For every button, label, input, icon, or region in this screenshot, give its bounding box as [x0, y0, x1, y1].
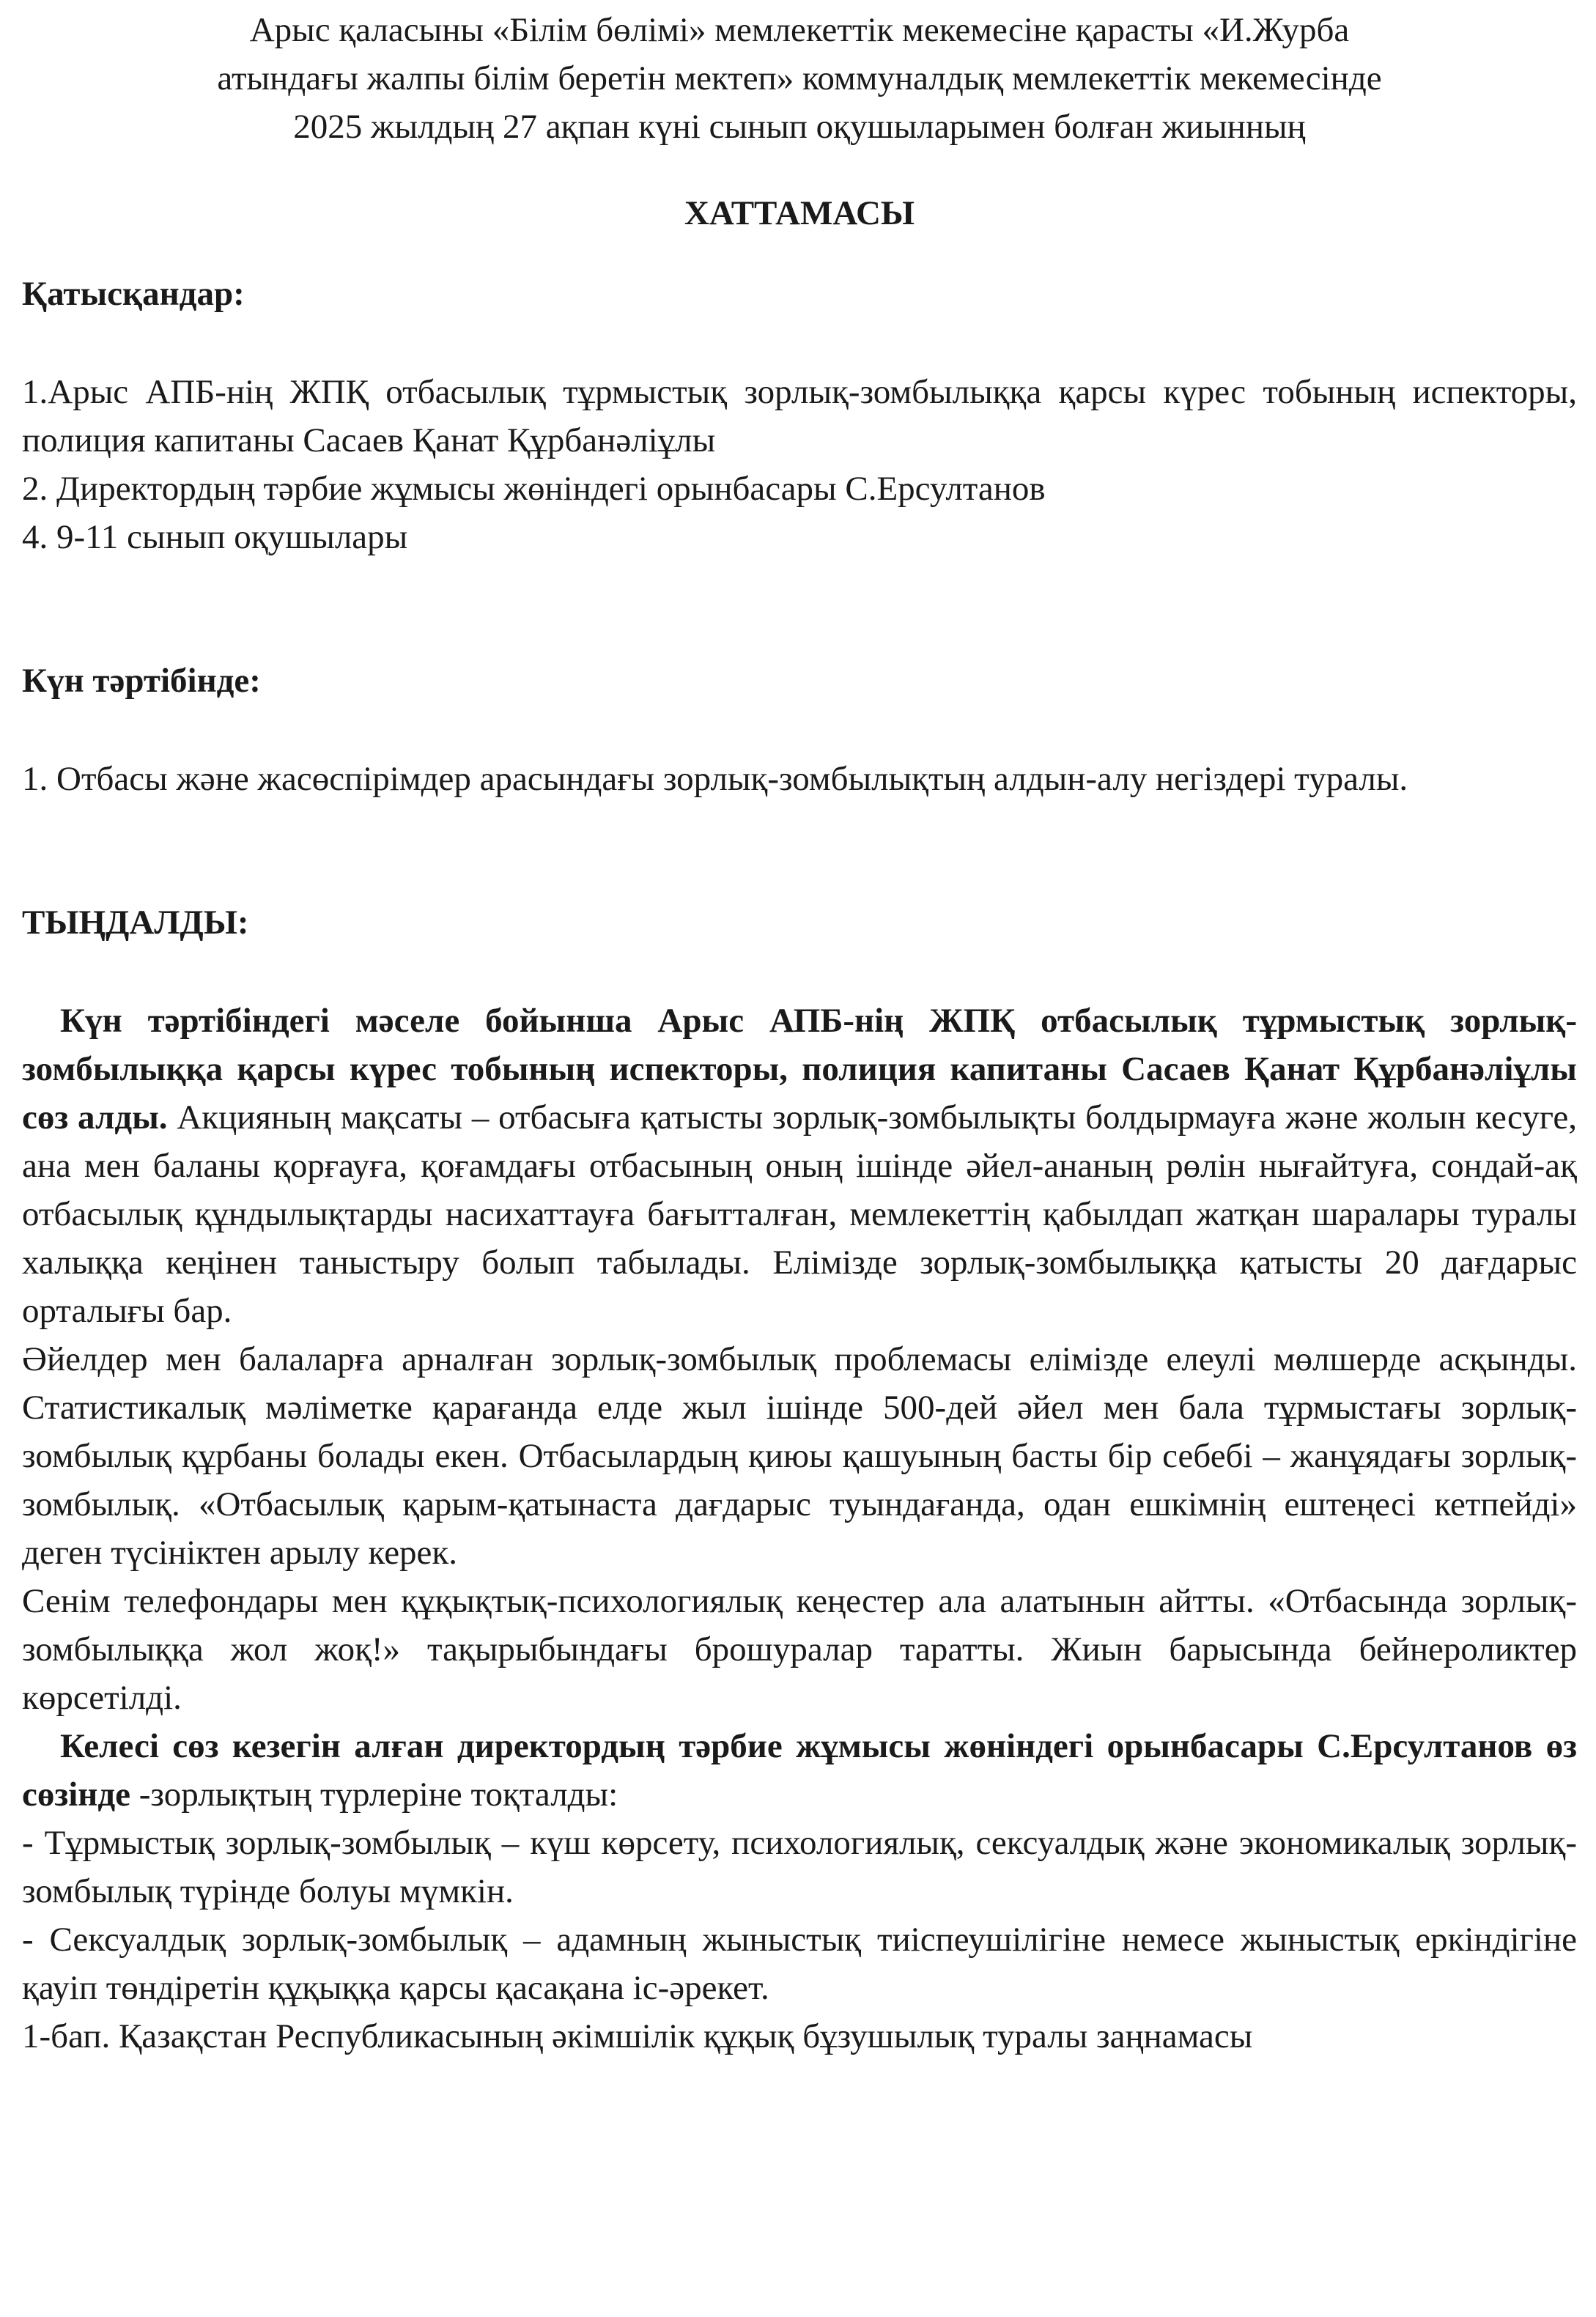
- listened-heading: ТЫҢДАЛДЫ:: [22, 903, 249, 942]
- header-line-3: 2025 жылдың 27 ақпан күні сынып оқушыларымен болған жиынның: [293, 108, 1306, 146]
- participants-list: [22, 368, 1577, 561]
- paragraph-article-1: 1-бап. Қазақстан Республикасының әкімшілік құқық бұзушылық туралы заңнамасы: [22, 2017, 1253, 2055]
- agenda-heading: Күн тәртібінде:: [22, 662, 261, 700]
- paragraph-statistics: Әйелдер мен балаларға арналған зорлық-зомбылық проблемасы елімізде елеулі мөлшерде асқынды. Статистикалық мәліметке қарағанда елде жыл ішінде 500-дей әйел мен бала тұрмыстағы зорлық-зомбылық құрбаны болады екен. Отбасылардың қиюы қашуының басты бір себебі – жанұядағы зорлық-зомбылық. «Отбасылық қарым-қатынаста дағдарыс туындағанда, одан ешкімнің ештеңесі кетпейді» деген түсініктен арылу керек.: [22, 1340, 1577, 1572]
- paragraph-domestic-violence: - Тұрмыстық зорлық-зомбылық – күш көрсету, психологиялық, сексуалдық және экономикалық зорлық-зомбылық түрінде болуы мүмкін.: [22, 1824, 1577, 1910]
- paragraph-inspector-speech: [22, 997, 1577, 1335]
- participant-item: 2. Директордың тәрбие жұмысы жөніндегі орынбасары С.Ерсултанов: [22, 470, 1046, 508]
- paragraph-sexual-violence: - Сексуалдық зорлық-зомбылық – адамның жыныстық тиіспеушілігіне немесе жыныстық еркіндігіне қауіп төндіретін құқыққа қарсы қасақана іс-әрекет.: [22, 1921, 1577, 2007]
- document-header: [22, 6, 1577, 151]
- document-title: ХАТТАМАСЫ: [684, 194, 915, 232]
- paragraph-text: -зорлықтың түрлеріне тоқталды:: [130, 1775, 618, 1814]
- participant-item: 4. 9-11 сынып оқушылары: [22, 518, 408, 556]
- paragraph-hotlines: Сенім телефондары мен құқықтық-психологиялық кеңестер ала алатынын айтты. «Отбасында зорлық-зомбылыққа жол жоқ!» тақырыбындағы брошуралар таратты. Жиын барысында бейнероликтер көрсетілді.: [22, 1582, 1577, 1717]
- header-line-1: Арыс қаласыны «Білім бөлімі» мемлекеттік мекемесіне қарасты «И.Журба: [249, 11, 1350, 49]
- paragraph-text: Акцияның мақсаты – отбасыға қатысты зорлық-зомбылықты болдырмауға және жолын кесуге, ана мен баланы қорғауға, қоғамдағы отбасының оның ішінде әйел-ананың рөлін нығайтуға, сондай-ақ отбасылық құндылықтарды насихаттауға бағытталған, мемлекеттің қабылдап жатқан шаралары туралы халыққа кеңінен таныстыру болып табылады. Елімізде зорлық-зомбылыққа қатысты 20 дағдарыс орталығы бар.: [22, 1098, 1577, 1330]
- participant-item: 1.Арыс АПБ-нің ЖПҚ отбасылық тұрмыстық зорлық-зомбылыққа қарсы күрес тобының испекторы, полиция капитаны Сасаев Қанат Құрбанәліұлы: [22, 373, 1577, 459]
- speaker-intro-bold: Келесі сөз кезегін алған директордың тәрбие жұмысы жөніндегі орынбасары С.Ерсултанов өз сөзінде: [22, 1727, 1577, 1814]
- participants-heading: Қатысқандар:: [22, 275, 245, 313]
- document-page: [22, 6, 1577, 2061]
- minutes-body: [22, 997, 1577, 2061]
- paragraph-deputy-speech: [22, 1722, 1577, 1819]
- speaker-intro-bold: Күн тәртібіндегі мәселе бойынша Арыс АПБ-нің ЖПҚ отбасылық тұрмыстық зорлық-зомбылыққа қарсы күрес тобының испекторы, полиция капитаны Сасаев Қанат Құрбанәліұлы сөз алды.: [22, 1002, 1577, 1137]
- agenda-list: [22, 755, 1577, 803]
- agenda-item: 1. Отбасы және жасөспірімдер арасындағы зорлық-зомбылықтың алдын-алу негіздері туралы.: [22, 760, 1408, 798]
- header-line-2: атындағы жалпы білім беретін мектеп» коммуналдық мемлекеттік мекемесінде: [217, 59, 1382, 97]
